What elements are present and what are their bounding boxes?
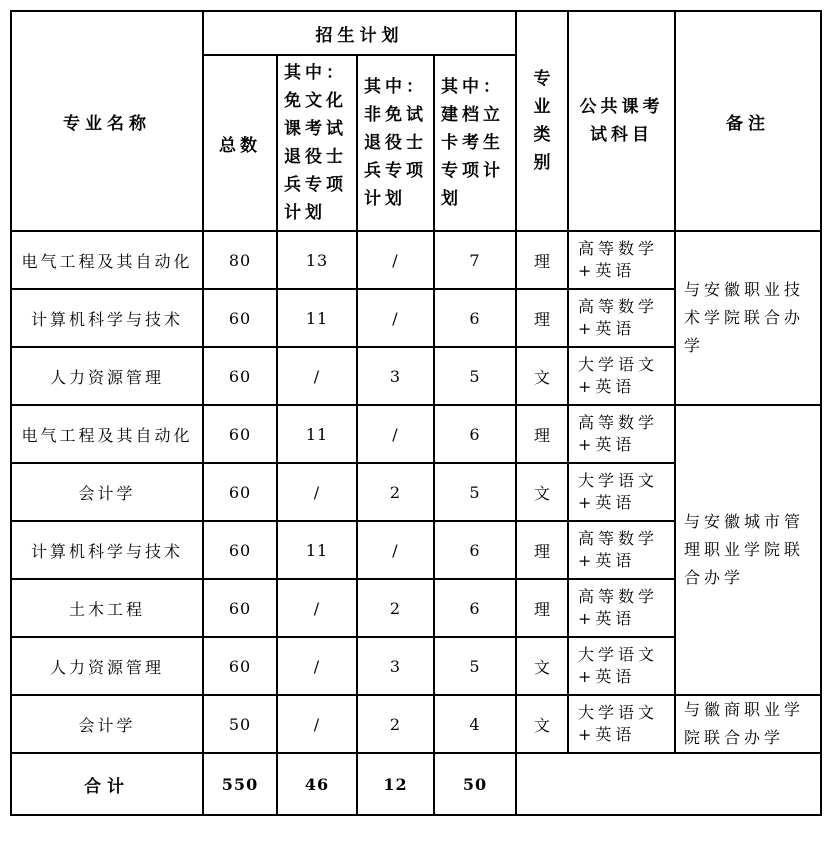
subjects-cell — [568, 695, 675, 753]
subjects-line1: 高等数学 — [578, 587, 659, 606]
remark-cell-group1: 与安徽职业技术学院联合办学 — [675, 231, 821, 405]
total-cell: 60 — [203, 637, 277, 695]
category-cell: 理 — [516, 289, 568, 347]
subjects-line2: +英语 — [578, 261, 636, 280]
enrollment-plan-table — [10, 10, 822, 816]
registered-cell: 6 — [434, 405, 516, 463]
non-exempt-cell: 3 — [357, 347, 434, 405]
registered-sum-cell: 50 — [434, 753, 516, 815]
exempt-sum-cell: 46 — [277, 753, 357, 815]
registered-cell: 5 — [434, 463, 516, 521]
subjects-line2: +英语 — [578, 725, 636, 744]
exempt-cell: 11 — [277, 405, 357, 463]
subjects-cell — [568, 289, 675, 347]
registered-cell: 7 — [434, 231, 516, 289]
exempt-soldier-plan-header: 其中：免文化课考试退役士兵专项计划 — [277, 55, 357, 231]
category-cell: 理 — [516, 405, 568, 463]
subjects-cell — [568, 405, 675, 463]
subjects-line1: 高等数学 — [578, 297, 659, 316]
total-row — [11, 753, 821, 815]
remark-cell-group2: 与安徽城市管理职业学院联合办学 — [675, 405, 821, 695]
registered-cell: 5 — [434, 637, 516, 695]
non-exempt-soldier-plan-header: 其中：非免试退役士兵专项计划 — [357, 55, 434, 231]
registered-cell: 6 — [434, 289, 516, 347]
subjects-line2: +英语 — [578, 609, 636, 628]
major-name-cell: 人力资源管理 — [11, 347, 203, 405]
total-cell: 80 — [203, 231, 277, 289]
exempt-cell: 11 — [277, 289, 357, 347]
major-name-cell: 电气工程及其自动化 — [11, 405, 203, 463]
table-row — [11, 231, 821, 289]
subjects-header: 公共课考试科目 — [568, 11, 675, 231]
subjects-line1: 高等数学 — [578, 529, 659, 548]
major-name-cell: 土木工程 — [11, 579, 203, 637]
total-sum-cell: 550 — [203, 753, 277, 815]
exempt-cell: / — [277, 637, 357, 695]
non-exempt-cell: 3 — [357, 637, 434, 695]
non-exempt-cell: / — [357, 521, 434, 579]
registered-cell: 4 — [434, 695, 516, 753]
subjects-line2: +英语 — [578, 319, 636, 338]
non-exempt-cell: / — [357, 231, 434, 289]
category-cell: 文 — [516, 637, 568, 695]
enrollment-plan-header: 招生计划 — [203, 11, 516, 55]
total-cell: 60 — [203, 521, 277, 579]
major-name-cell: 计算机科学与技术 — [11, 521, 203, 579]
category-cell: 文 — [516, 347, 568, 405]
category-cell: 文 — [516, 463, 568, 521]
subjects-cell — [568, 521, 675, 579]
subjects-line1: 大学语文 — [578, 645, 659, 664]
subjects-line2: +英语 — [578, 435, 636, 454]
category-cell: 文 — [516, 695, 568, 753]
non-exempt-cell: 2 — [357, 579, 434, 637]
registered-poverty-plan-header: 其中：建档立卡考生专项计划 — [434, 55, 516, 231]
major-name-cell: 电气工程及其自动化 — [11, 231, 203, 289]
exempt-cell: / — [277, 695, 357, 753]
subjects-line2: +英语 — [578, 493, 636, 512]
exempt-cell: 13 — [277, 231, 357, 289]
subjects-line1: 高等数学 — [578, 413, 659, 432]
table-row — [11, 695, 821, 753]
subjects-cell — [568, 637, 675, 695]
subjects-line2: +英语 — [578, 667, 636, 686]
registered-cell: 6 — [434, 521, 516, 579]
major-name-cell: 会计学 — [11, 463, 203, 521]
major-name-cell: 会计学 — [11, 695, 203, 753]
subjects-cell — [568, 463, 675, 521]
exempt-cell: 11 — [277, 521, 357, 579]
total-count-header: 总数 — [203, 55, 277, 231]
subjects-cell — [568, 231, 675, 289]
category-cell: 理 — [516, 521, 568, 579]
registered-cell: 6 — [434, 579, 516, 637]
remark-cell-group3: 与徽商职业学院联合办学 — [675, 695, 821, 753]
total-cell: 60 — [203, 347, 277, 405]
total-cell: 60 — [203, 463, 277, 521]
non-exempt-cell: / — [357, 289, 434, 347]
total-cell: 60 — [203, 405, 277, 463]
total-cell: 60 — [203, 579, 277, 637]
major-name-header: 专业名称 — [11, 11, 203, 231]
table-row — [11, 405, 821, 463]
category-cell: 理 — [516, 579, 568, 637]
exempt-cell: / — [277, 347, 357, 405]
subjects-line2: +英语 — [578, 377, 636, 396]
subjects-cell — [568, 579, 675, 637]
total-row-label: 合计 — [11, 753, 203, 815]
subjects-line1: 大学语文 — [578, 703, 659, 722]
exempt-cell: / — [277, 463, 357, 521]
total-cell: 50 — [203, 695, 277, 753]
registered-cell: 5 — [434, 347, 516, 405]
subjects-line1: 大学语文 — [578, 471, 659, 490]
subjects-line2: +英语 — [578, 551, 636, 570]
non-exempt-cell: 2 — [357, 463, 434, 521]
remark-header: 备注 — [675, 11, 821, 231]
subjects-line1: 高等数学 — [578, 239, 659, 258]
total-row-empty-cell — [516, 753, 821, 815]
exempt-cell: / — [277, 579, 357, 637]
major-name-cell: 人力资源管理 — [11, 637, 203, 695]
category-cell: 理 — [516, 231, 568, 289]
category-header: 专业类别 — [516, 11, 568, 231]
total-cell: 60 — [203, 289, 277, 347]
major-name-cell: 计算机科学与技术 — [11, 289, 203, 347]
non-exempt-cell: / — [357, 405, 434, 463]
non-exempt-sum-cell: 12 — [357, 753, 434, 815]
subjects-line1: 大学语文 — [578, 355, 659, 374]
non-exempt-cell: 2 — [357, 695, 434, 753]
subjects-cell — [568, 347, 675, 405]
